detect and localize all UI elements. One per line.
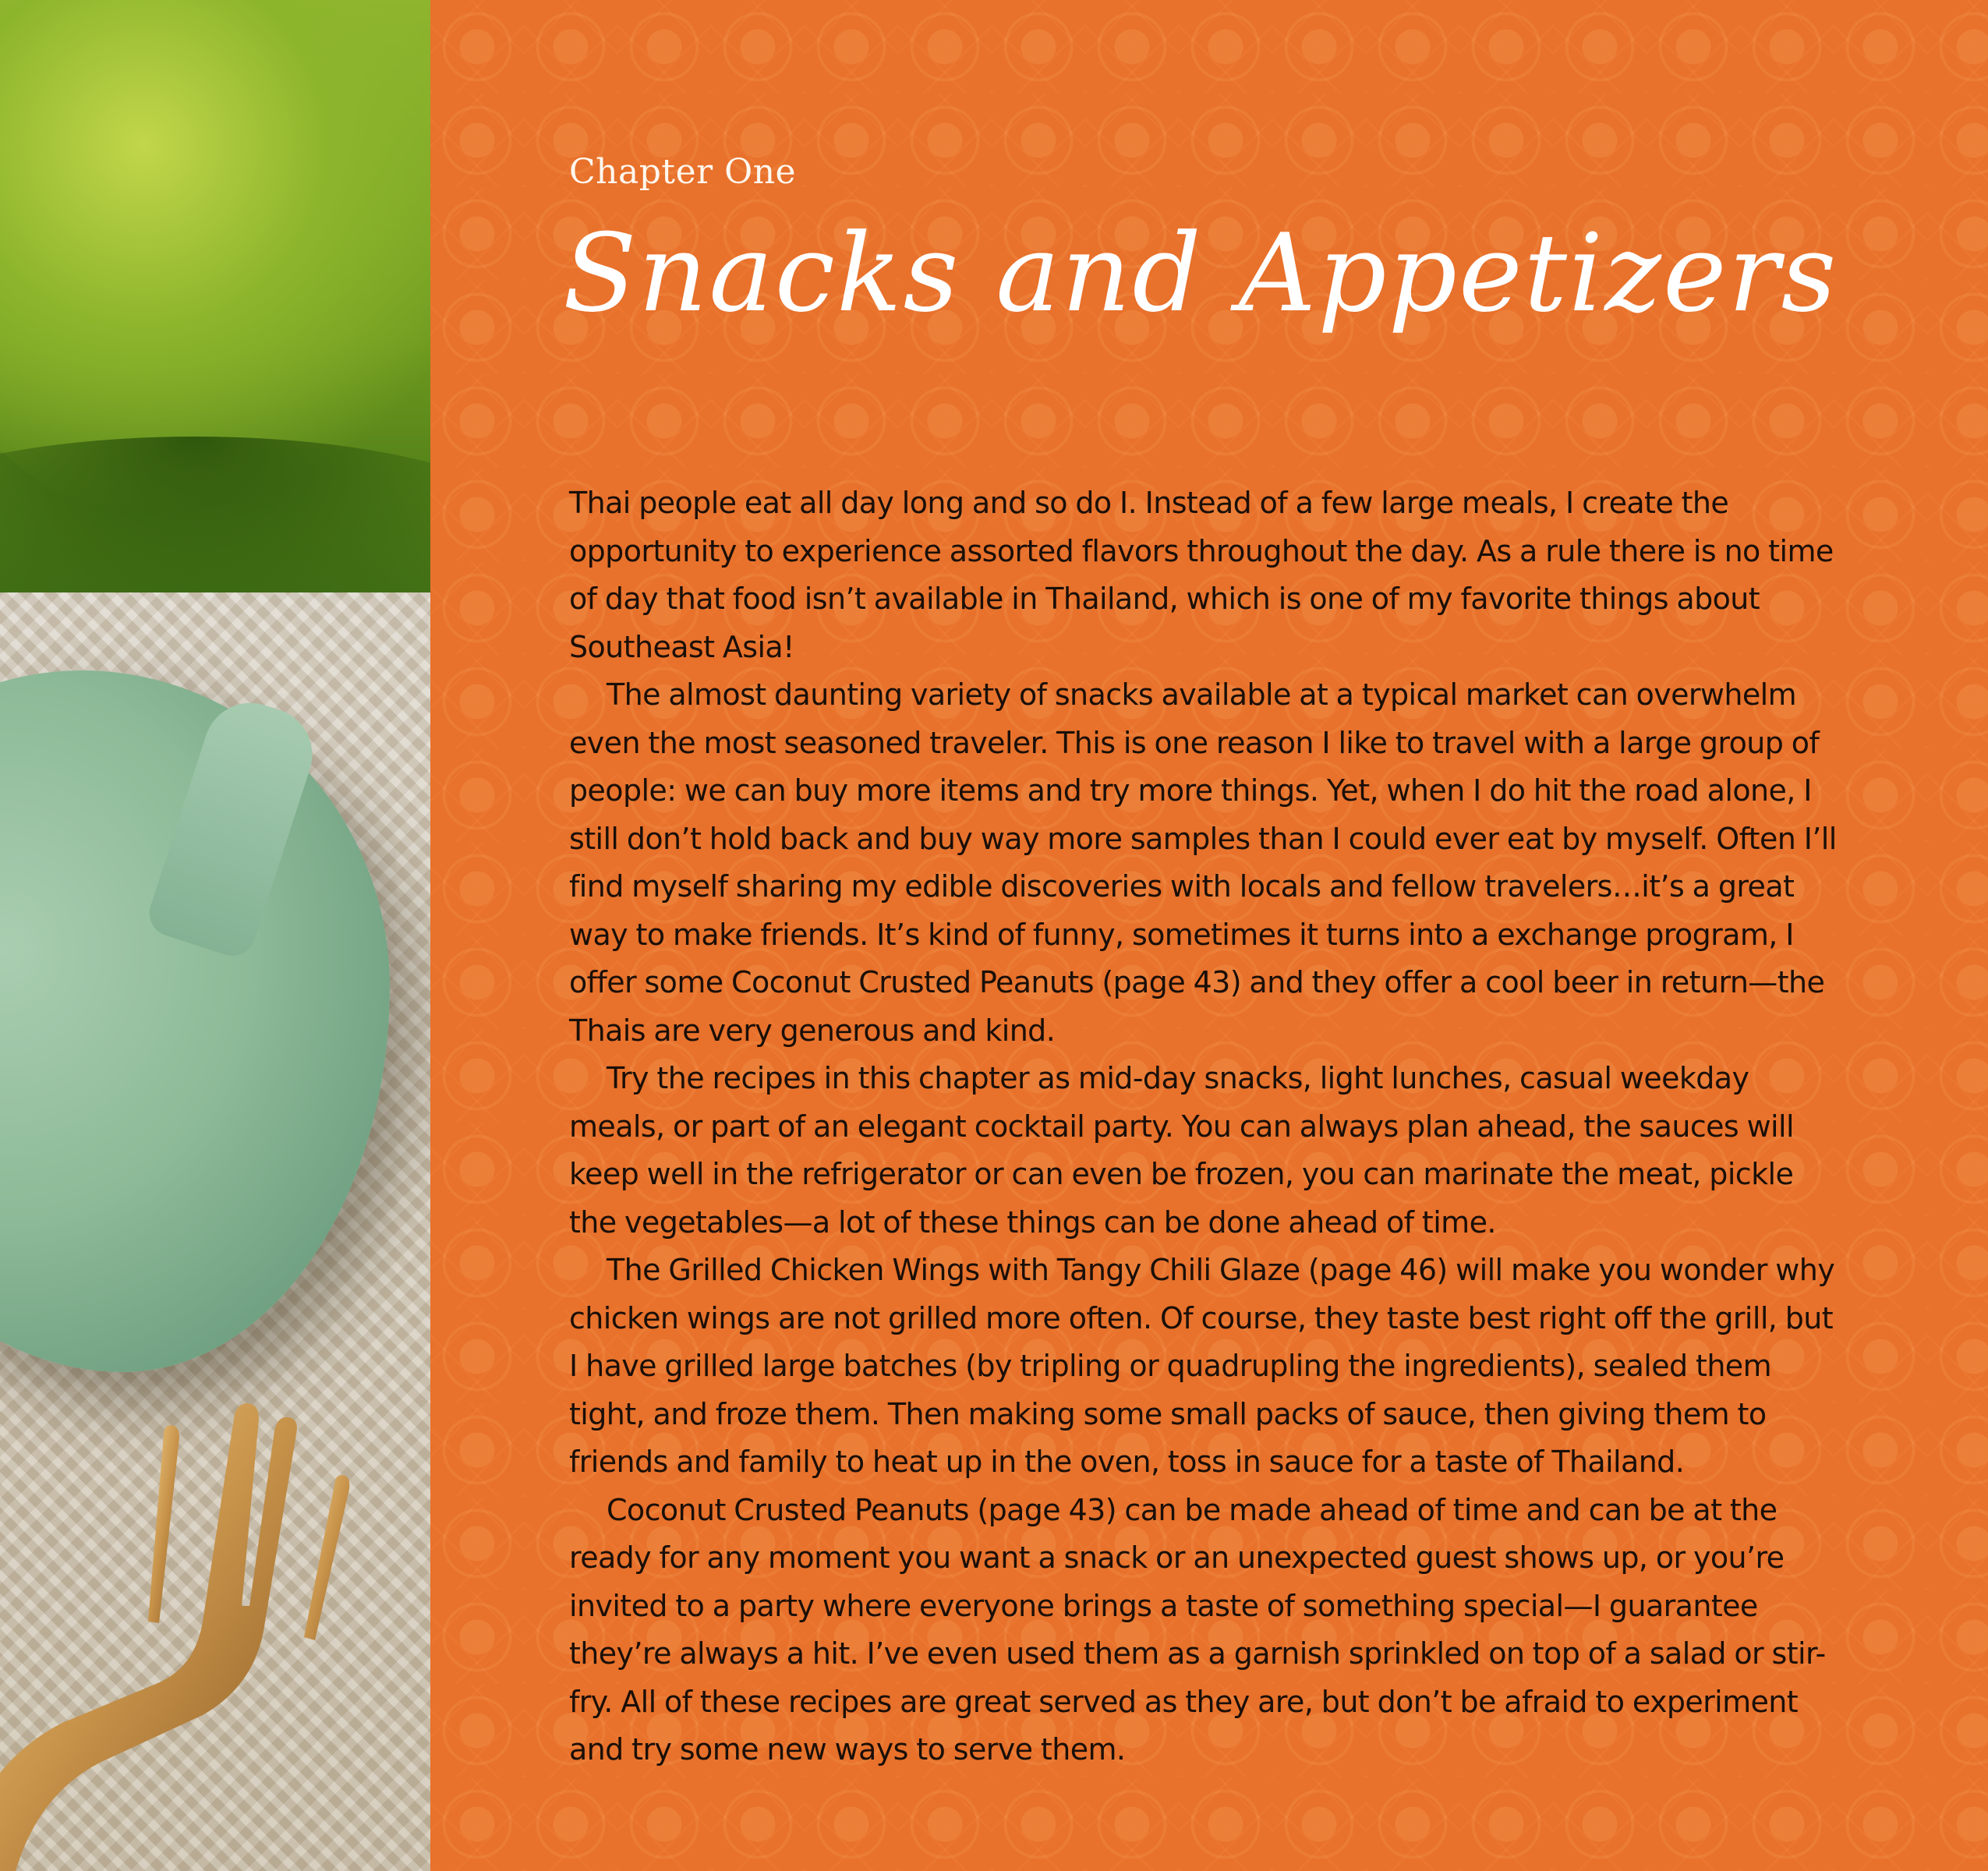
paragraph: Try the recipes in this chapter as mid-day snacks, light lunches, casual weekday meals, or part of an elegant cocktail party. You can always plan ahead, the sauces will keep well in the refrigerator or can even be frozen, you can marinate the meat, pickle the vegetables—a lot of these things can be done ahead of time.	[569, 1061, 1794, 1240]
chapter-title: Snacks and Appetizers	[563, 210, 1838, 336]
chapter-intro	[569, 479, 1848, 1774]
golden-fork-icon	[0, 1388, 374, 1871]
paragraph: The Grilled Chicken Wings with Tangy Chili Glaze (page 46) will make you wonder why chicken wings are not grilled more often. Of course, they taste best right off the grill, but I have grilled large batches (by tripling or quadrupling the ingredients), sealed them tight, and froze them. Then making some small packs of sauce, then giving them to friends and family to heat up in the oven, toss in sauce for a taste of Thailand.	[569, 1253, 1835, 1479]
paragraph: The almost daunting variety of snacks available at a typical market can overwhelm even the most seasoned traveler. This is one reason I like to travel with a large group of people: we can buy more items and try more things. Yet, when I do hit the road alone, I still don’t hold back and buy way more samples than I could ever eat by myself. Often I’ll find myself sharing my edible discoveries with locals and fellow travelers…it’s a great way to make friends. It’s kind of funny, sometimes it turns into a exchange program, I offer some Coconut Crusted Peanuts (page 43) and they offer a cool beer in return—the Thais are very generous and kind.	[569, 677, 1837, 1048]
paragraph: Coconut Crusted Peanuts (page 43) can be made ahead of time and can be at the ready for any moment you want a snack or an unexpected guest shows up, or you’re invited to a party where everyone brings a taste of something special—I guarantee they’re always a hit. I’ve even used them as a garnish sprinkled on top of a salad or stir-fry. All of these recipes are great served as they are, but don’t be afraid to experiment and try some new ways to serve them.	[569, 1492, 1826, 1767]
chapter-photo	[0, 0, 430, 1871]
chapter-label: Chapter One	[569, 152, 797, 192]
paragraph: Thai people eat all day long and so do I. Instead of a few large meals, I create the opportunity to experience assorted flavors throughout the day. As a rule there is no time of day that food isn’t available in Thailand, which is one of my favorite things about Southeast Asia!	[569, 486, 1834, 664]
